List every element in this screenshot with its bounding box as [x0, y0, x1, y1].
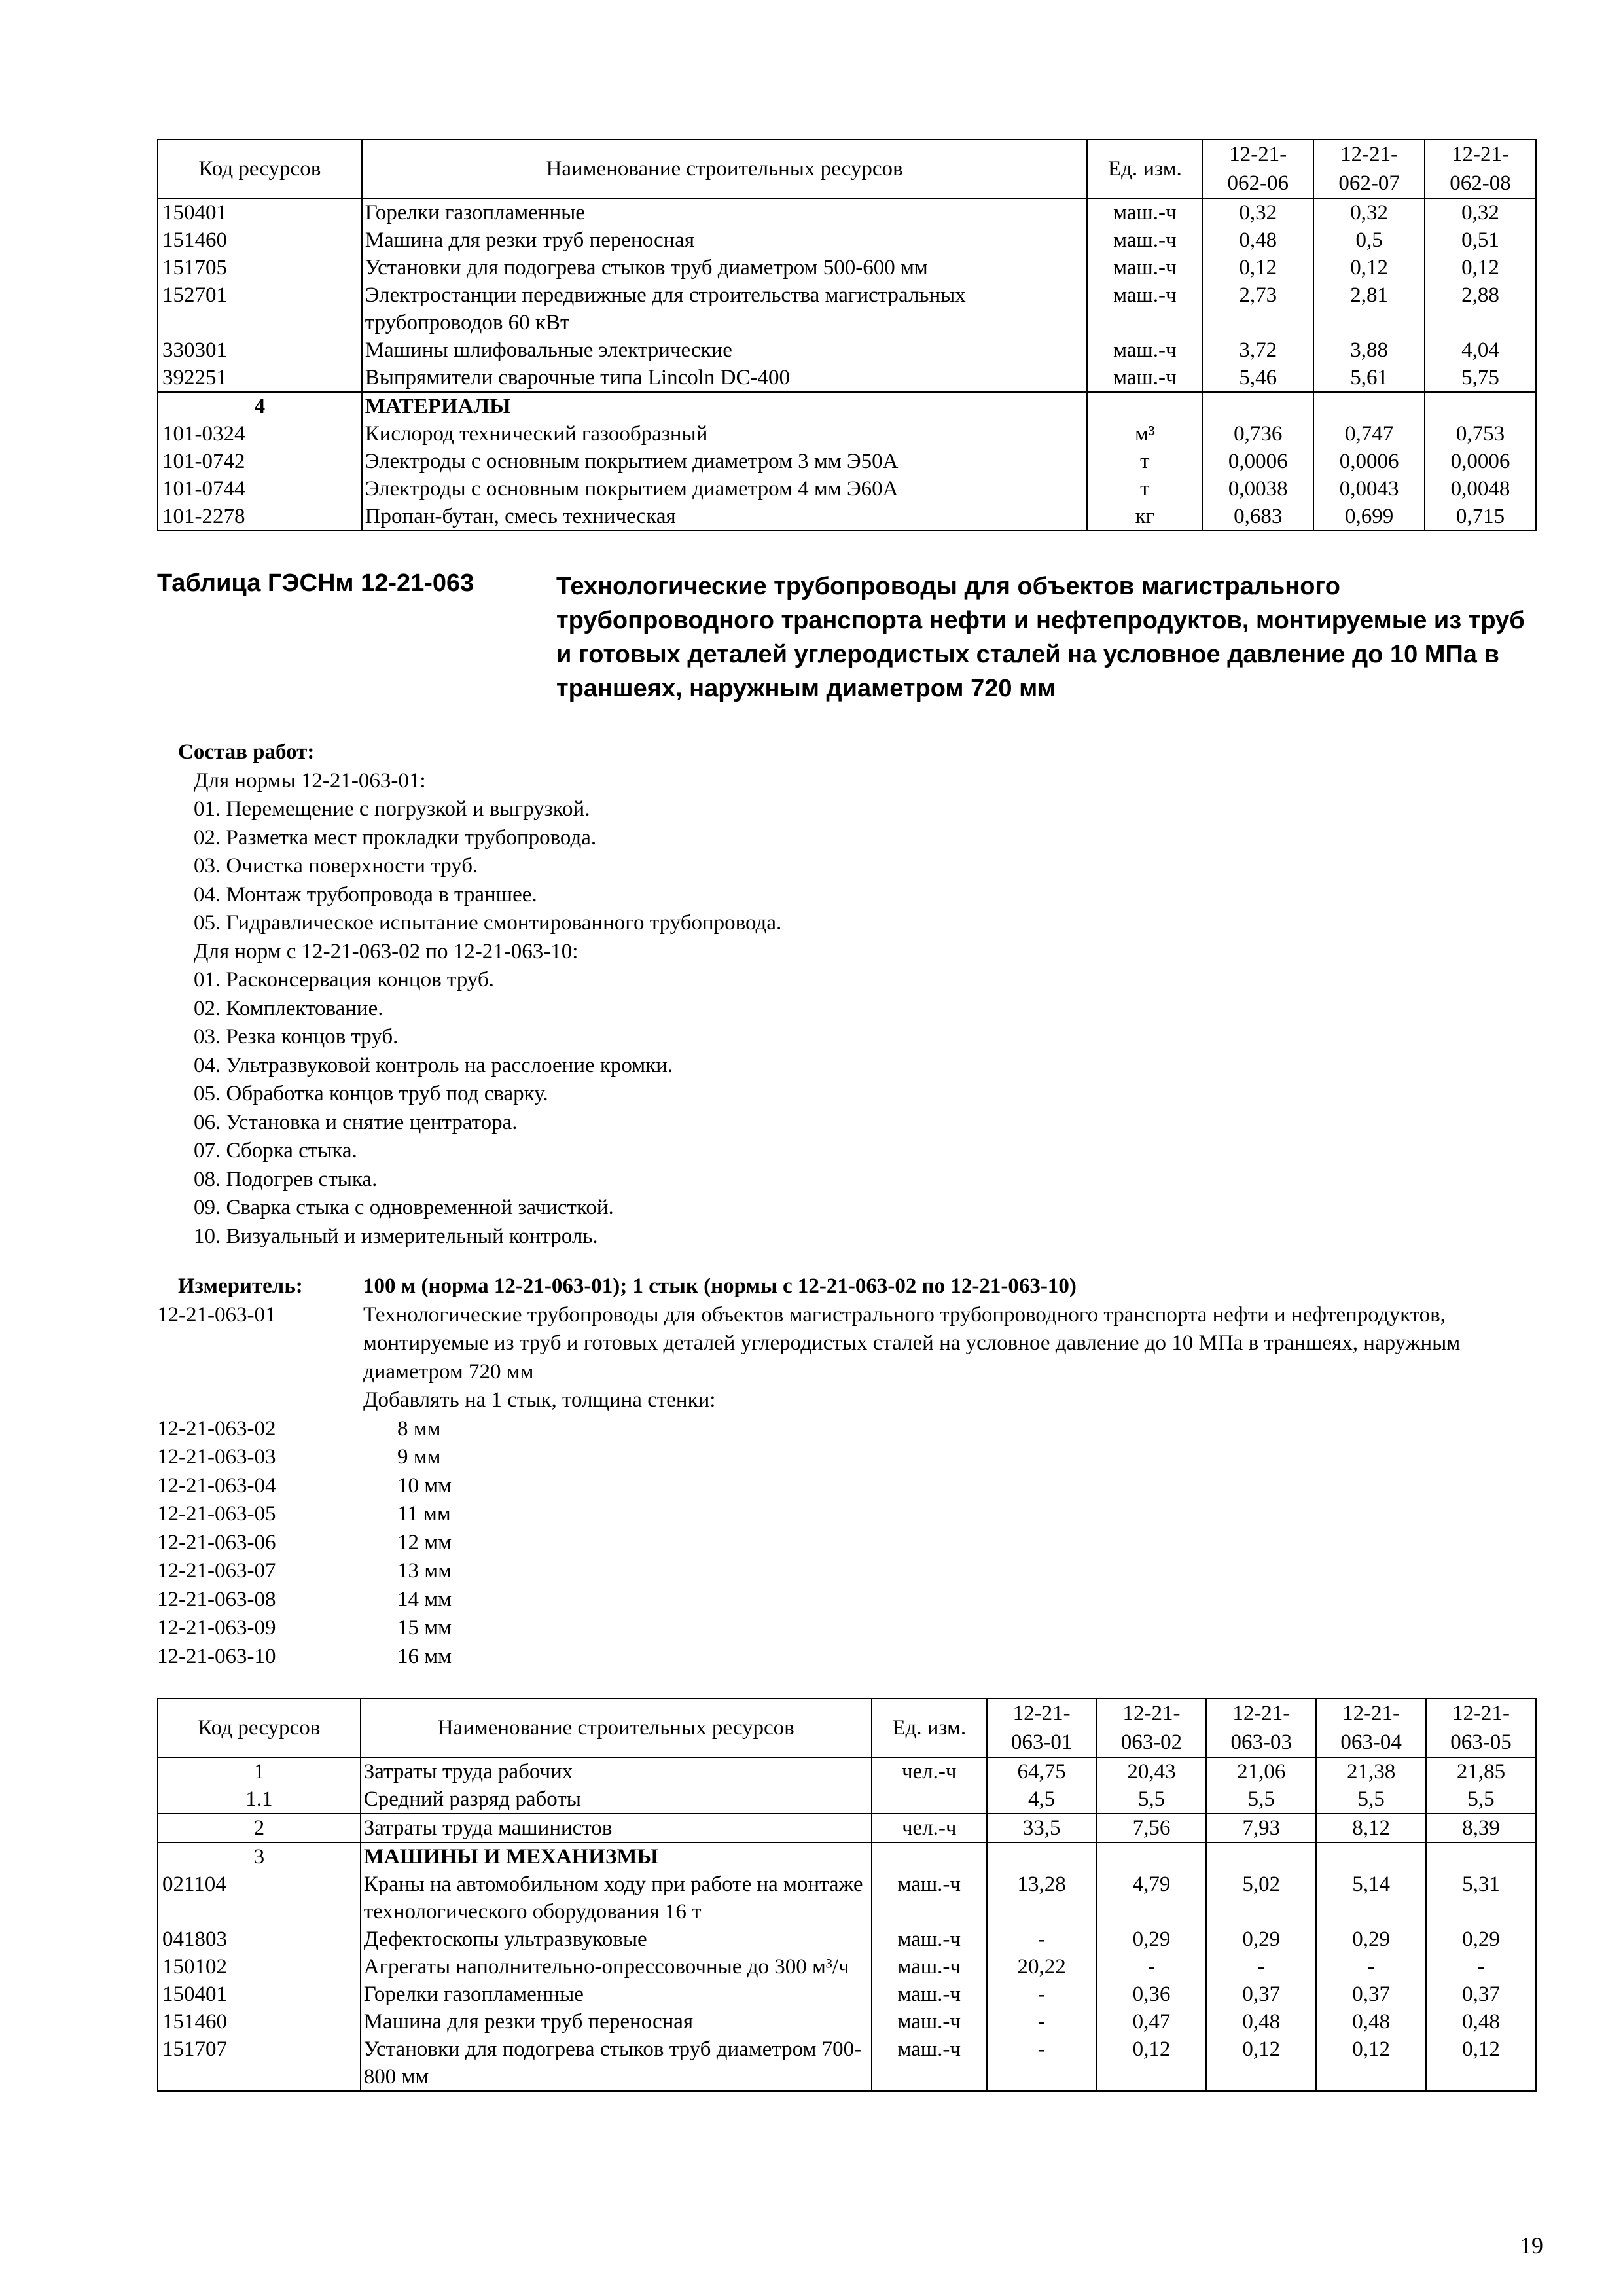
cell-name: Установки для подогрева стыков труб диаметром 500-600 мм	[362, 254, 1088, 281]
cell-unit: маш.-ч	[1087, 254, 1202, 281]
cell-name: Горелки газопламенные	[362, 198, 1088, 226]
cell-value: 0,48	[1202, 226, 1313, 254]
works-line: 02. Комплектование.	[194, 996, 383, 1020]
cell-unit: маш.-ч	[872, 1871, 987, 1926]
cell-value: -	[1206, 1953, 1316, 1981]
cell-value: 0,32	[1313, 198, 1425, 226]
cell-value	[1313, 392, 1425, 420]
works-line: 04. Монтаж трубопровода в траншее.	[194, 882, 537, 906]
meter-value: 100 м (норма 12-21-063-01); 1 стык (нормы с 12-21-063-02 по 12-21-063-10)	[363, 1274, 1077, 1298]
resources-table-063	[157, 1698, 1537, 2092]
cell-value: 0,0038	[1202, 475, 1313, 503]
table-row	[158, 475, 1536, 503]
cell-value: 0,32	[1202, 198, 1313, 226]
table-row	[158, 1757, 1536, 1785]
thickness-code: 12-21-063-03	[157, 1445, 276, 1469]
cell-unit	[872, 1842, 987, 1871]
cell-unit: т	[1087, 448, 1202, 475]
cell-value: 0,29	[1426, 1926, 1536, 1953]
cell-code: 392251	[158, 364, 362, 392]
thickness-value: 15 мм	[397, 1616, 452, 1640]
thickness-code: 12-21-063-05	[157, 1502, 276, 1526]
header-norm-top: 12-21-	[1122, 1702, 1181, 1725]
works-heading: Состав работ:	[178, 740, 315, 764]
header-name: Наименование строительных ресурсов	[362, 139, 1088, 198]
header-norm-top: 12-21-	[1232, 1702, 1291, 1725]
cell-code: 101-0742	[158, 448, 362, 475]
cell-code: 101-0324	[158, 420, 362, 448]
cell-value: -	[987, 1926, 1097, 1953]
meter-label: Измеритель:	[178, 1274, 303, 1298]
header-unit: Ед. изм.	[872, 1698, 987, 1757]
cell-name: Электроды с основным покрытием диаметром 4 мм Э60А	[362, 475, 1088, 503]
cell-unit	[872, 1785, 987, 1814]
thickness-code: 12-21-063-10	[157, 1644, 276, 1668]
thickness-code: 12-21-063-04	[157, 1473, 276, 1498]
cell-value: -	[1316, 1953, 1426, 1981]
header-code: Код ресурсов	[158, 1698, 361, 1757]
thickness-value: 14 мм	[397, 1587, 452, 1611]
cell-name: Электроды с основным покрытием диаметром 3 мм Э50А	[362, 448, 1088, 475]
cell-value	[987, 1842, 1097, 1871]
cell-code: 150401	[158, 198, 362, 226]
cell-value: 5,31	[1426, 1871, 1536, 1926]
cell-code: 2	[158, 1814, 361, 1842]
works-line: 09. Сварка стыка с одновременной зачисткой.	[194, 1196, 614, 1219]
table-row	[158, 226, 1536, 254]
cell-value: 4,5	[987, 1785, 1097, 1814]
cell-value: 0,0006	[1313, 448, 1425, 475]
table-header-row	[158, 139, 1536, 198]
thickness-row	[157, 1443, 1538, 1472]
works-line: 03. Резка концов труб.	[194, 1025, 399, 1049]
cell-name: Дефектоскопы ультразвуковые	[361, 1926, 872, 1953]
table-row	[158, 1981, 1536, 2008]
thickness-value: 11 мм	[397, 1502, 451, 1526]
cell-value: -	[987, 1981, 1097, 2008]
header-norm	[1097, 1698, 1207, 1757]
cell-value: 64,75	[987, 1757, 1097, 1785]
cell-code: 151460	[158, 226, 362, 254]
cell-value: 5,61	[1313, 364, 1425, 392]
cell-name: Пропан-бутан, смесь техническая	[362, 503, 1088, 531]
cell-value: 0,48	[1426, 2008, 1536, 2036]
cell-value: 0,12	[1425, 254, 1536, 281]
cell-value: 13,28	[987, 1871, 1097, 1926]
table-row	[158, 254, 1536, 281]
resources-table-062	[157, 139, 1537, 531]
header-norm-top: 12-21-	[1452, 1702, 1510, 1725]
cell-value: -	[1426, 1953, 1536, 1981]
works-line: 06. Установка и снятие центратора.	[194, 1110, 518, 1134]
thickness-code: 12-21-063-09	[157, 1616, 276, 1640]
cell-code: 330301	[158, 336, 362, 364]
norm-row	[157, 1301, 1538, 1415]
cell-name: Машина для резки труб переносная	[362, 226, 1088, 254]
cell-name: Машины шлифовальные электрические	[362, 336, 1088, 364]
cell-value: -	[987, 2008, 1097, 2036]
cell-value: 0,12	[1206, 2036, 1316, 2091]
cell-value: 5,46	[1202, 364, 1313, 392]
cell-code: 150102	[158, 1953, 361, 1981]
works-line: 01. Перемещение с погрузкой и выгрузкой.	[194, 797, 590, 821]
thickness-code: 12-21-063-08	[157, 1587, 276, 1611]
cell-value: 5,75	[1425, 364, 1536, 392]
table-row	[158, 281, 1536, 336]
header-norm-bottom: 062-08	[1450, 171, 1511, 195]
cell-code: 151460	[158, 2008, 361, 2036]
cell-value: 20,22	[987, 1953, 1097, 1981]
thickness-value: 13 мм	[397, 1559, 452, 1583]
cell-value: 21,38	[1316, 1757, 1426, 1785]
thickness-code: 12-21-063-06	[157, 1530, 276, 1554]
thickness-value: 16 мм	[397, 1644, 452, 1668]
table-row	[158, 1785, 1536, 1814]
cell-value: 0,47	[1097, 2008, 1207, 2036]
table-row	[158, 2036, 1536, 2091]
cell-unit: маш.-ч	[1087, 198, 1202, 226]
cell-value	[1202, 392, 1313, 420]
cell-value: 7,93	[1206, 1814, 1316, 1842]
table-header-row	[158, 1698, 1536, 1757]
cell-unit: маш.-ч	[872, 1926, 987, 1953]
cell-value: 20,43	[1097, 1757, 1207, 1785]
cell-name: Кислород технический газообразный	[362, 420, 1088, 448]
cell-name: Средний разряд работы	[361, 1785, 872, 1814]
meter-row	[157, 1272, 1538, 1301]
cell-value: 0,32	[1425, 198, 1536, 226]
cell-value: 0,29	[1097, 1926, 1207, 1953]
header-norm-bottom: 062-06	[1227, 171, 1289, 195]
cell-name: Машина для резки труб переносная	[361, 2008, 872, 2036]
table-row	[158, 336, 1536, 364]
cell-code: 152701	[158, 281, 362, 336]
thickness-row	[157, 1557, 1538, 1586]
works-line: 08. Подогрев стыка.	[194, 1167, 378, 1191]
header-norm	[987, 1698, 1097, 1757]
thickness-list	[157, 1415, 1538, 1672]
header-norm-top: 12-21-	[1342, 1702, 1400, 1725]
table-row	[158, 1926, 1536, 1953]
table-row	[158, 198, 1536, 226]
cell-value: 0,5	[1313, 226, 1425, 254]
works-composition	[178, 738, 781, 1251]
thickness-row	[157, 1586, 1538, 1615]
header-norm	[1206, 1698, 1316, 1757]
cell-value: 3,72	[1202, 336, 1313, 364]
thickness-code: 12-21-063-02	[157, 1416, 276, 1441]
cell-value: 0,747	[1313, 420, 1425, 448]
cell-name: МАШИНЫ И МЕХАНИЗМЫ	[361, 1842, 872, 1871]
thickness-row	[157, 1529, 1538, 1558]
cell-value: 0,683	[1202, 503, 1313, 531]
cell-value: 0,0048	[1425, 475, 1536, 503]
table-title: Технологические трубопроводы для объектов магистрального трубопроводного транспорта нефти и нефтепродуктов, монтируемые из труб и готовых деталей углеродистых сталей на условное давление до 10 МПа в траншеях, наружным диаметром 720 мм	[556, 573, 1525, 702]
header-unit: Ед. изм.	[1087, 139, 1202, 198]
cell-value: 0,37	[1316, 1981, 1426, 2008]
table-row	[158, 2008, 1536, 2036]
cell-value: 5,5	[1426, 1785, 1536, 1814]
works-line: 02. Разметка мест прокладки трубопровода.	[194, 825, 597, 850]
header-name: Наименование строительных ресурсов	[361, 1698, 872, 1757]
cell-value: 0,12	[1316, 2036, 1426, 2091]
thickness-value: 9 мм	[397, 1445, 441, 1469]
cell-value: 0,48	[1206, 2008, 1316, 2036]
header-norm	[1316, 1698, 1426, 1757]
table-row	[158, 1842, 1536, 1871]
works-line: 04. Ультразвуковой контроль на расслоение кромки.	[194, 1053, 673, 1077]
cell-value: 0,699	[1313, 503, 1425, 531]
cell-unit: чел.-ч	[872, 1757, 987, 1785]
cell-value: 5,5	[1097, 1785, 1207, 1814]
cell-name: МАТЕРИАЛЫ	[362, 392, 1088, 420]
cell-value	[1316, 1842, 1426, 1871]
header-norm	[1426, 1698, 1536, 1757]
cell-unit: кг	[1087, 503, 1202, 531]
thickness-row	[157, 1643, 1538, 1672]
cell-unit: маш.-ч	[1087, 364, 1202, 392]
cell-code: 150401	[158, 1981, 361, 2008]
thickness-row	[157, 1472, 1538, 1501]
cell-unit: маш.-ч	[872, 1981, 987, 2008]
thickness-row	[157, 1500, 1538, 1529]
cell-value: 0,0006	[1202, 448, 1313, 475]
works-line: 05. Обработка концов труб под сварку.	[194, 1082, 548, 1105]
works-line: 01. Расконсервация концов труб.	[194, 968, 494, 992]
cell-code: 021104	[158, 1871, 361, 1926]
cell-value: 0,715	[1425, 503, 1536, 531]
cell-unit: чел.-ч	[872, 1814, 987, 1842]
cell-value: 0,51	[1425, 226, 1536, 254]
cell-unit: м³	[1087, 420, 1202, 448]
header-norm-bottom: 062-07	[1338, 171, 1400, 195]
add-line: Добавлять на 1 стык, толщина стенки:	[363, 1388, 716, 1412]
header-norm-top: 12-21-	[1340, 143, 1399, 166]
cell-value: 3,88	[1313, 336, 1425, 364]
cell-value: 0,0043	[1313, 475, 1425, 503]
header-norm	[1202, 139, 1313, 198]
table-row	[158, 448, 1536, 475]
works-list	[178, 767, 781, 1251]
header-norm-top: 12-21-	[1452, 143, 1510, 166]
thickness-row	[157, 1614, 1538, 1643]
cell-value: 0,36	[1097, 1981, 1207, 2008]
thickness-value: 8 мм	[397, 1416, 441, 1441]
cell-value: 7,56	[1097, 1814, 1207, 1842]
cell-code: 4	[158, 392, 362, 420]
cell-value: 21,06	[1206, 1757, 1316, 1785]
table-row	[158, 503, 1536, 531]
cell-value: 0,753	[1425, 420, 1536, 448]
cell-unit: т	[1087, 475, 1202, 503]
table-row	[158, 1871, 1536, 1926]
norm-description-text: Технологические трубопроводы для объектов магистрального трубопроводного транспорта нефти и нефтепродуктов, монтируемые из труб и готовых деталей углеродистых сталей на условное давление до 10 МПа в траншеях, наружным диаметром 720 мм	[363, 1302, 1461, 1384]
works-line: 10. Визуальный и измерительный контроль.	[194, 1224, 598, 1248]
cell-value: 0,0006	[1425, 448, 1536, 475]
cell-value: 5,02	[1206, 1871, 1316, 1926]
cell-name: Выпрямители сварочные типа Lincoln DC-400	[362, 364, 1088, 392]
cell-code: 101-0744	[158, 475, 362, 503]
cell-value	[1425, 392, 1536, 420]
cell-value: 5,14	[1316, 1871, 1426, 1926]
cell-value: 0,12	[1426, 2036, 1536, 2091]
cell-value: -	[987, 2036, 1097, 2091]
cell-value: 0,29	[1206, 1926, 1316, 1953]
header-norm-bottom: 063-02	[1120, 1731, 1183, 1754]
cell-value: 0,12	[1202, 254, 1313, 281]
table-label: Таблица ГЭСНм 12-21-063	[157, 569, 474, 597]
cell-code: 101-2278	[158, 503, 362, 531]
cell-code: 151705	[158, 254, 362, 281]
cell-unit: маш.-ч	[872, 2008, 987, 2036]
cell-value	[1426, 1842, 1536, 1871]
works-line: 05. Гидравлическое испытание смонтированного трубопровода.	[194, 911, 782, 935]
cell-value: 5,5	[1316, 1785, 1426, 1814]
cell-value: 0,736	[1202, 420, 1313, 448]
cell-name: Краны на автомобильном ходу при работе на монтаже технологического оборудования 16 т	[361, 1871, 872, 1926]
cell-value: 0,48	[1316, 2008, 1426, 2036]
thickness-code: 12-21-063-07	[157, 1559, 276, 1583]
cell-code: 1.1	[158, 1785, 361, 1814]
cell-name: Затраты труда рабочих	[361, 1757, 872, 1785]
cell-value: 0,12	[1313, 254, 1425, 281]
cell-unit: маш.-ч	[872, 2036, 987, 2091]
table-row	[158, 364, 1536, 392]
cell-value: 0,12	[1097, 2036, 1207, 2091]
cell-value: 2,81	[1313, 281, 1425, 336]
cell-value: 5,5	[1206, 1785, 1316, 1814]
table-row	[158, 420, 1536, 448]
header-code: Код ресурсов	[158, 139, 362, 198]
cell-unit: маш.-ч	[1087, 336, 1202, 364]
table-row	[158, 392, 1536, 420]
header-norm-bottom: 063-03	[1230, 1731, 1293, 1754]
table-row	[158, 1953, 1536, 1981]
cell-code: 1	[158, 1757, 361, 1785]
cell-code: 3	[158, 1842, 361, 1871]
thickness-value: 10 мм	[397, 1473, 452, 1498]
cell-name: Горелки газопламенные	[361, 1981, 872, 2008]
cell-value: 21,85	[1426, 1757, 1536, 1785]
header-norm-top: 12-21-	[1229, 143, 1287, 166]
header-norm-bottom: 063-04	[1340, 1731, 1402, 1754]
cell-name: Установки для подогрева стыков труб диаметром 700-800 мм	[361, 2036, 872, 2091]
cell-value: 4,79	[1097, 1871, 1207, 1926]
header-norm-top: 12-21-	[1012, 1702, 1071, 1725]
cell-value	[1206, 1842, 1316, 1871]
works-line: Для нормы 12-21-063-01:	[194, 768, 426, 793]
cell-value: 0,37	[1206, 1981, 1316, 2008]
header-norm	[1425, 139, 1536, 198]
cell-name: Затраты труда машинистов	[361, 1814, 872, 1842]
cell-value: 0,29	[1316, 1926, 1426, 1953]
cell-code: 041803	[158, 1926, 361, 1953]
cell-value: 4,04	[1425, 336, 1536, 364]
cell-value: 8,12	[1316, 1814, 1426, 1842]
thickness-row	[157, 1415, 1538, 1444]
thickness-value: 12 мм	[397, 1530, 452, 1554]
cell-unit: маш.-ч	[1087, 226, 1202, 254]
header-norm-bottom: 063-01	[1010, 1731, 1073, 1754]
norm-code: 12-21-063-01	[157, 1302, 276, 1327]
cell-name: Агрегаты наполнительно-опрессовочные до 300 м³/ч	[361, 1953, 872, 1981]
page-number: 19	[1520, 2233, 1543, 2259]
header-norm-bottom: 063-05	[1450, 1731, 1512, 1754]
works-line: Для норм с 12-21-063-02 по 12-21-063-10:	[194, 939, 579, 963]
cell-value: 0,37	[1426, 1981, 1536, 2008]
norm-description	[363, 1301, 1538, 1415]
works-line: 07. Сборка стыка.	[194, 1139, 357, 1162]
cell-value: -	[1097, 1953, 1207, 1981]
cell-unit: маш.-ч	[872, 1953, 987, 1981]
cell-value: 8,39	[1426, 1814, 1536, 1842]
cell-code: 151707	[158, 2036, 361, 2091]
cell-name: Электростанции передвижные для строительства магистральных трубопроводов 60 кВт	[362, 281, 1088, 336]
table-row	[158, 1814, 1536, 1842]
cell-value	[1097, 1842, 1207, 1871]
cell-unit	[1087, 392, 1202, 420]
cell-value: 2,73	[1202, 281, 1313, 336]
meter-block	[157, 1272, 1538, 1671]
header-norm	[1313, 139, 1425, 198]
cell-value: 33,5	[987, 1814, 1097, 1842]
cell-unit: маш.-ч	[1087, 281, 1202, 336]
cell-value: 2,88	[1425, 281, 1536, 336]
works-line: 03. Очистка поверхности труб.	[194, 854, 478, 878]
